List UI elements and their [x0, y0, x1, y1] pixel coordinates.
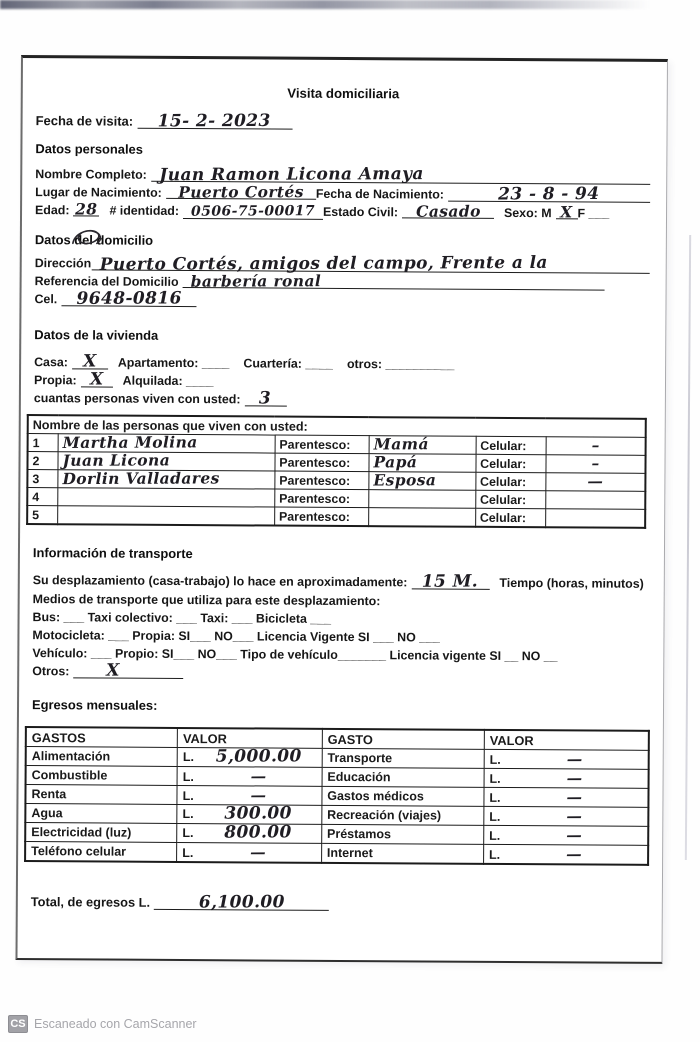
celular-col-label: Celular:: [475, 508, 545, 527]
direccion-label: Dirección: [34, 256, 92, 271]
expense-name: Combustible: [26, 766, 178, 786]
parentesco-label: Parentesco:: [274, 507, 368, 526]
expense-value: [484, 844, 649, 865]
currency-label: L.: [489, 771, 501, 786]
celular-value: 9648-0816: [76, 288, 182, 309]
parentesco-hand: Papá: [373, 452, 418, 472]
identidad-label: # identidad:: [109, 203, 180, 218]
expense-value: [177, 842, 322, 862]
total-field: [154, 892, 329, 913]
section-egresos: Egresos mensuales:: [31, 697, 158, 713]
currency-label: L.: [489, 790, 501, 805]
direccion-field: [92, 252, 650, 275]
currency-label: L.: [182, 750, 195, 765]
camscanner-badge: CS: [8, 1015, 28, 1033]
identidad-value: 0506-75-00017: [190, 203, 316, 220]
personas-label: cuantas personas viven con usted:: [33, 391, 241, 407]
medios-label: Medios de transporte que utiliza para este desplazamiento:: [32, 592, 381, 609]
table-row: [25, 842, 648, 865]
moto-line: [32, 627, 647, 647]
person-name: [58, 470, 275, 489]
expense-amount: —: [250, 765, 267, 785]
expense-name: Electricidad (luz): [25, 823, 177, 843]
currency-label: L.: [489, 752, 501, 767]
casa-label: Casa:: [34, 355, 68, 370]
otros-transporte-field: [73, 660, 183, 681]
expense-name: Agua: [25, 804, 177, 824]
celular-col-label: Celular:: [476, 472, 546, 490]
casa-field: [72, 351, 108, 372]
parentesco-label: Parentesco:: [275, 471, 369, 490]
expenses-table: [24, 726, 650, 866]
expense-name: Internet: [321, 843, 483, 863]
expense-value: [177, 785, 322, 805]
col-header-gasto: GASTO: [322, 729, 484, 749]
currency-label: L.: [182, 807, 194, 822]
referencia-field: [183, 271, 605, 291]
currency-label: L.: [489, 847, 501, 862]
celular-col-value: [546, 473, 646, 492]
celular-col-value: [545, 509, 645, 528]
form-page: [15, 55, 668, 964]
identidad-field: [183, 205, 323, 220]
person-name: [58, 488, 275, 507]
edad-label: Edad:: [35, 203, 70, 218]
expense-value: [177, 804, 322, 824]
propia-label: Propia:: [33, 373, 77, 388]
direccion-value: Puerto Cortés, amigos del campo, Frente a la: [100, 252, 549, 275]
expense-amount: 5,000.00: [215, 746, 302, 767]
household-table-title: Nombre de las personas que viven con usted:: [28, 415, 646, 437]
expense-value: [484, 806, 649, 826]
edad-field: [73, 199, 99, 219]
lugar-nacimiento-field: [166, 182, 316, 202]
sexo-label: Sexo: M: [504, 205, 552, 221]
personas-value: 3: [259, 388, 272, 409]
expense-value: [484, 768, 649, 788]
otros-transporte-label: Otros:: [32, 664, 70, 679]
expense-value: [177, 823, 322, 843]
expense-value: [177, 766, 322, 786]
otros-vivienda-label: otros: __________: [346, 356, 455, 372]
moto-line-text: Motocicleta: ___ Propia: SI___ NO___ Licencia Vigente SI ___ NO ___: [32, 628, 440, 645]
celular-col-label: Celular:: [476, 454, 546, 472]
cuarteria-label: Cuartería: ____: [243, 356, 334, 371]
expense-value: [484, 749, 649, 769]
expense-name: Gastos médicos: [322, 786, 484, 806]
parentesco-value: [369, 490, 476, 509]
col-header-valor2: VALOR: [484, 730, 649, 751]
parentesco-label: Parentesco:: [275, 453, 369, 472]
vehiculo-line-text: Vehículo: ___ Propio: SI___ NO___ Tipo de vehículo_______ Licencia vigente SI __ NO __: [32, 646, 558, 664]
total-value: 6,100.00: [198, 892, 285, 913]
expense-amount: —: [566, 786, 583, 806]
fecha-visita-field: [137, 110, 292, 132]
bus-line: [33, 609, 648, 629]
person-name-value: Martha Molina: [62, 432, 198, 452]
edad-value: 28: [75, 199, 98, 219]
scan-artifact-top: [0, 0, 700, 9]
expense-name: Recreación (viajes): [322, 805, 484, 825]
expense-amount: —: [250, 784, 267, 804]
casa-check: X: [83, 351, 97, 372]
parentesco-value: [369, 472, 476, 491]
row-number: 2: [27, 452, 58, 470]
celular-hand: –: [591, 453, 600, 473]
celular-hand: –: [591, 435, 600, 455]
section-transporte: Información de transporte: [32, 545, 193, 562]
sexo-f-label: F ___: [577, 206, 610, 221]
currency-label: L.: [489, 828, 501, 843]
form-title: Visita domiciliaria: [287, 85, 400, 102]
desplazamiento-field: [411, 571, 489, 592]
camscanner-watermark: [8, 1015, 197, 1033]
person-name: [58, 506, 275, 526]
celular-hand: —: [587, 471, 604, 491]
section-datos-vivienda: Datos de la vivienda: [34, 327, 159, 343]
celular-field: [61, 288, 196, 309]
sexo-m-value: X: [560, 202, 573, 222]
otros-transporte-check: X: [106, 660, 121, 681]
lugar-nacimiento-label: Lugar de Nacimiento:: [35, 185, 162, 200]
vehiculo-line: [32, 645, 647, 665]
currency-label: L.: [489, 809, 501, 824]
expense-name: Renta: [25, 785, 177, 805]
fecha-nacimiento-label: Fecha de Nacimiento:: [315, 186, 444, 202]
person-name-value: Dorlin Valladares: [62, 468, 220, 489]
fecha-nacimiento-value: 23 - 8 - 94: [498, 184, 600, 205]
expense-amount: —: [566, 748, 583, 768]
expense-amount: 800.00: [224, 822, 292, 843]
row-number: 3: [27, 470, 58, 488]
celular-col-value: [545, 491, 645, 510]
nombre-value: Juan Ramon Licona Amaya: [158, 164, 424, 186]
fecha-visita-value: 15- 2- 2023: [158, 110, 272, 132]
parentesco-label: Parentesco:: [275, 435, 369, 454]
table-row: [27, 506, 645, 528]
expense-value: [484, 825, 649, 845]
estado-civil-field: [402, 201, 494, 221]
col-header-gastos: GASTOS: [26, 727, 178, 747]
nombre-label: Nombre Completo:: [35, 167, 147, 182]
expense-amount: —: [566, 805, 583, 825]
expense-name: Transporte: [322, 748, 484, 768]
sexo-m-field: [556, 202, 578, 222]
expense-name: Teléfono celular: [25, 842, 177, 862]
parentesco-hand: Mamá: [373, 434, 429, 454]
expense-amount: —: [249, 841, 266, 861]
referencia-value: barbería ronal: [190, 271, 322, 291]
section-datos-personales: Datos personales: [35, 141, 143, 157]
household-table: [26, 414, 647, 529]
parentesco-value: [369, 508, 476, 527]
expense-name: Educación: [322, 767, 484, 787]
expense-amount: 300.00: [224, 803, 292, 824]
expense-amount: —: [566, 824, 583, 844]
fecha-visita-label: Fecha de visita:: [35, 113, 134, 129]
tiempo-label: Tiempo (horas, minutos): [499, 575, 644, 591]
celular-label: Cel.: [34, 292, 58, 307]
expense-name: Alimentación: [26, 747, 178, 767]
propia-check: X: [89, 369, 104, 390]
currency-label: L.: [182, 769, 194, 784]
camscanner-text: Escaneado con CamScanner: [34, 1017, 197, 1031]
celular-col-label: Celular:: [476, 436, 546, 454]
estado-civil-label: Estado Civil:: [322, 204, 399, 220]
expense-amount: —: [566, 843, 583, 863]
propia-field: [81, 369, 113, 390]
col-header-valor1: VALOR: [177, 728, 322, 748]
currency-label: L.: [182, 826, 194, 841]
celular-col-label: Celular:: [475, 490, 545, 508]
paper-edge-shadow: [685, 235, 691, 860]
estado-civil-value: Casado: [415, 201, 481, 221]
currency-label: L.: [182, 845, 194, 860]
expense-value: [484, 787, 649, 807]
referencia-label: Referencia del Domicilio: [34, 274, 179, 289]
expense-value: [177, 747, 322, 767]
alquilada-label: Alquilada: ____: [122, 373, 214, 389]
expense-amount: —: [566, 767, 583, 787]
row-number: 4: [27, 488, 58, 506]
person-name-value: Juan Licona: [62, 450, 171, 470]
personas-field: [244, 388, 286, 409]
section-datos-domicilio-text: Datos del domicilio: [34, 232, 154, 248]
parentesco-hand: Esposa: [373, 470, 437, 490]
desplazamiento-label: Su desplazamiento (casa-trabajo) lo hace en aproximadamente:: [32, 573, 408, 590]
total-label: Total, de egresos L.: [30, 894, 151, 910]
bus-line-text: Bus: ___ Taxi colectivo: ___ Taxi: ___ Bicicleta ___: [32, 610, 332, 626]
currency-label: L.: [182, 788, 194, 803]
row-number: 5: [27, 506, 58, 525]
parentesco-label: Parentesco:: [275, 489, 369, 508]
apartamento-label: Apartamento: ____: [117, 355, 230, 371]
desplazamiento-value: 15 M.: [422, 571, 479, 592]
lugar-nacimiento-value: Puerto Cortés: [177, 182, 304, 202]
section-datos-domicilio: [35, 232, 650, 251]
expense-name: Préstamos: [321, 824, 483, 844]
row-number: 1: [28, 434, 59, 452]
medios-line: [33, 591, 648, 611]
